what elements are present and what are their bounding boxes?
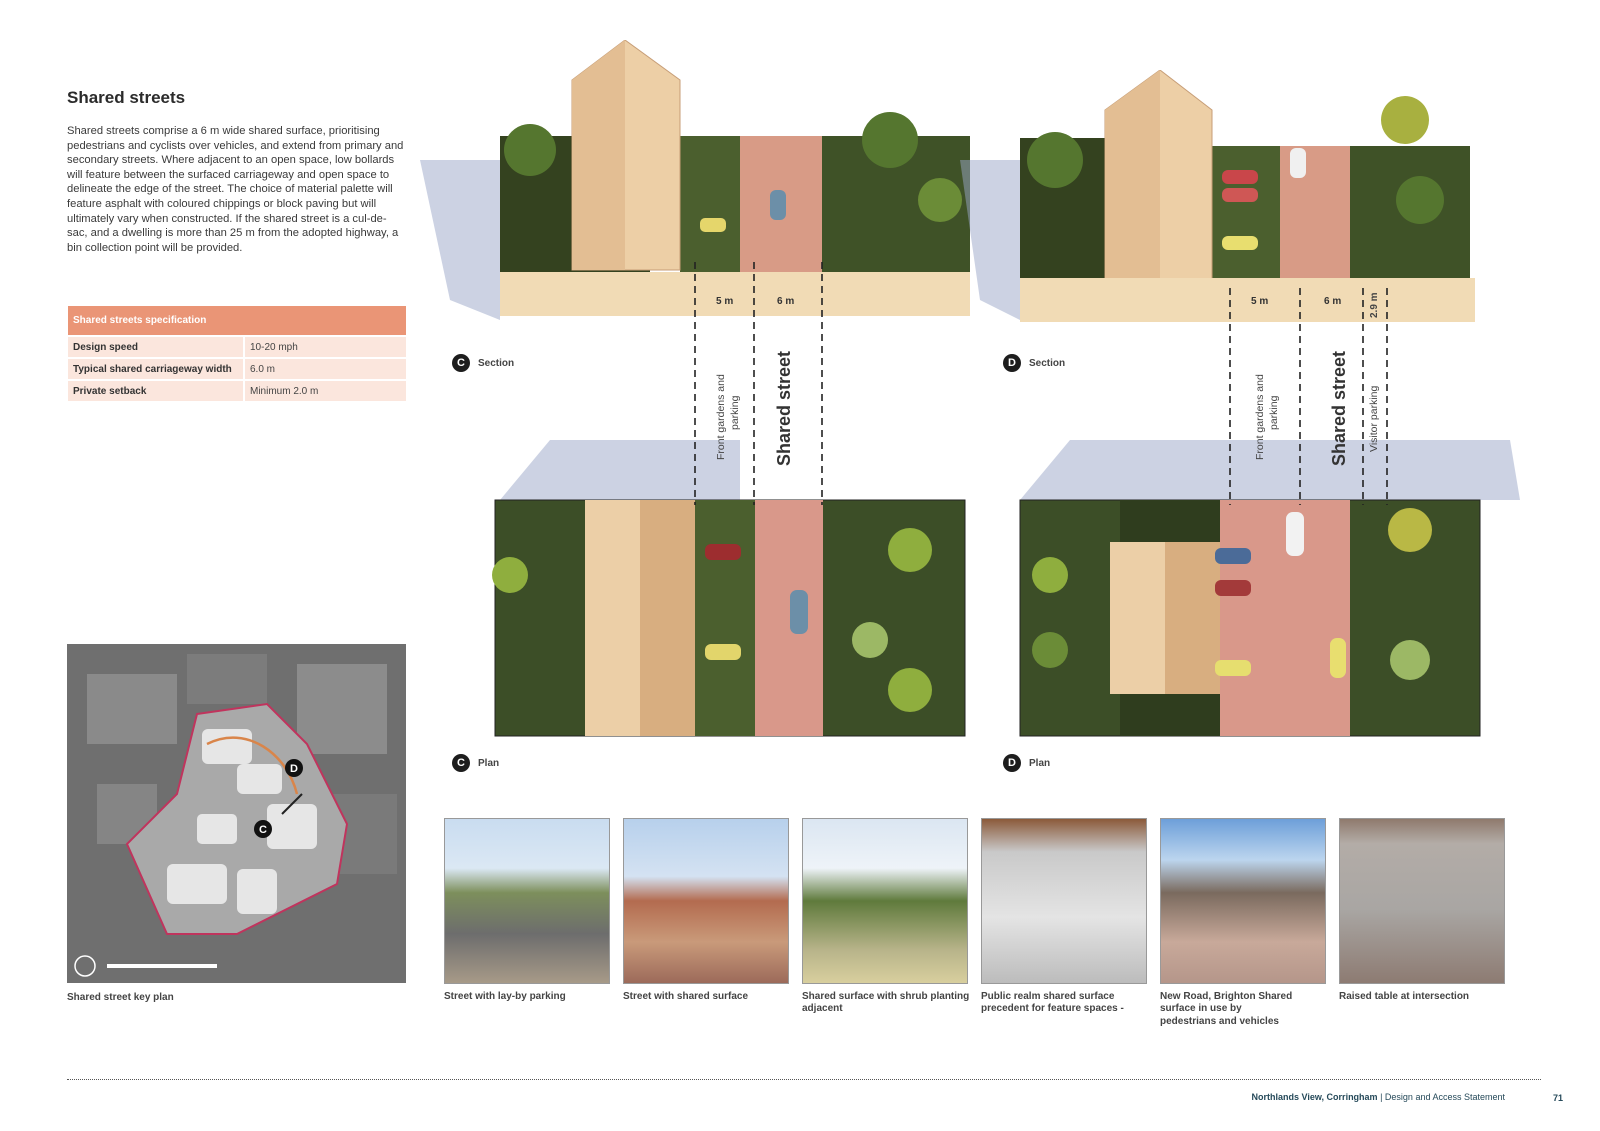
spec-label: Private setback bbox=[68, 380, 244, 401]
photo-raised-table bbox=[1339, 818, 1505, 984]
footer-separator: | bbox=[1377, 1092, 1385, 1102]
photo-caption: Street with shared surface bbox=[623, 991, 749, 1002]
key-plan-map bbox=[67, 644, 406, 983]
spec-label: Design speed bbox=[68, 336, 244, 358]
photo-new-road-brighton bbox=[1160, 818, 1326, 984]
spec-title: Shared streets specification bbox=[68, 306, 406, 336]
spec-value: 6.0 m bbox=[244, 358, 406, 380]
photo-public-realm bbox=[981, 818, 1147, 984]
dim-6m-c: 6 m bbox=[777, 296, 795, 307]
photo-caption: Street with lay-by parking bbox=[444, 991, 566, 1002]
page-heading: Shared streets bbox=[67, 88, 186, 107]
front-gardens-label-d2: parking bbox=[1268, 395, 1280, 430]
footer-project: Northlands View, Corringham bbox=[1251, 1092, 1378, 1102]
spec-label: Typical shared carriageway width bbox=[68, 358, 244, 380]
footer-text bbox=[1252, 1092, 1505, 1102]
visitor-parking-label: Visitor parking bbox=[1368, 385, 1380, 452]
dim-5m-c: 5 m bbox=[716, 296, 734, 307]
plan-c-label: C Plan bbox=[452, 754, 499, 772]
intro-paragraph: Shared streets comprise a 6 m wide shared surface, prioritising pedestrians and cyclists over vehicles, and extend from primary and secondary streets. Where adjacent to an open space, low bollards will feature between the surfaced carriageway and open space to delineate the edge of the street. The choice of material palette will feature asphalt with coloured chippings or block paving but will ultimately vary when constructed. If the shared street is a cul-de-sac, and a dwelling is more than 25 m from the adopted highway, a bin collection point will be provided. bbox=[67, 125, 404, 254]
spec-value: Minimum 2.0 m bbox=[244, 380, 406, 401]
front-gardens-label-c2: parking bbox=[729, 395, 741, 430]
scale-bar bbox=[107, 964, 217, 968]
key-plan-marker-d: D bbox=[290, 763, 298, 775]
section-d-label: D Section bbox=[1003, 354, 1065, 372]
plan-d-label: D Plan bbox=[1003, 754, 1050, 772]
front-gardens-label-d1: Front gardens and bbox=[1254, 374, 1266, 460]
d-marker-icon: D bbox=[1003, 354, 1021, 372]
photo-shared-surface bbox=[623, 818, 789, 984]
d-marker-icon: D bbox=[1003, 754, 1021, 772]
footer-divider bbox=[67, 1079, 1541, 1080]
c-marker-icon: C bbox=[452, 754, 470, 772]
photo-lay-by-parking bbox=[444, 818, 610, 984]
front-gardens-label-c1: Front gardens and bbox=[715, 374, 727, 460]
dim-29m: 2.9 m bbox=[1369, 292, 1380, 318]
photo-caption: Shared surface with shrub planting adjacent bbox=[802, 991, 970, 1015]
spec-value: 10-20 mph bbox=[244, 336, 406, 358]
footer-doc: Design and Access Statement bbox=[1384, 1092, 1505, 1102]
section-c-label: C Section bbox=[452, 354, 514, 372]
key-plan-marker-c: C bbox=[259, 824, 267, 836]
shared-street-label-c: Shared street bbox=[774, 350, 794, 466]
dim-5m-d: 5 m bbox=[1251, 296, 1269, 307]
photo-caption: Raised table at intersection bbox=[1339, 991, 1470, 1002]
c-marker-icon: C bbox=[452, 354, 470, 372]
photo-caption: New Road, Brighton Shared surface in use by pedestrians and vehicles bbox=[1160, 991, 1293, 1027]
key-plan-caption: Shared street key plan bbox=[67, 992, 174, 1003]
shared-street-label-d: Shared street bbox=[1329, 350, 1349, 466]
photo-shrub-planting bbox=[802, 818, 968, 984]
dim-6m-d: 6 m bbox=[1324, 296, 1342, 307]
photo-caption: Public realm shared surface precedent for feature spaces - bbox=[981, 991, 1124, 1015]
page-number: 71 bbox=[1553, 1093, 1564, 1103]
